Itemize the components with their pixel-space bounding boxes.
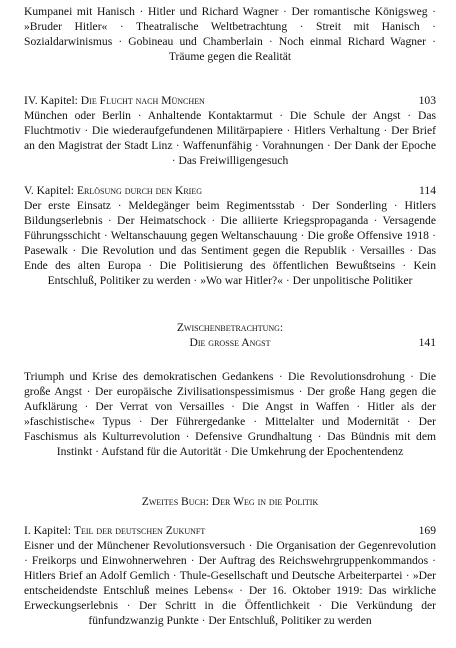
chapter-heading [24,183,436,198]
chapter-v [24,183,436,288]
chapter-i [24,523,436,628]
chapter-heading-label [24,523,205,538]
chapter-heading-label [24,183,202,198]
interlude-block [24,320,436,350]
chapter-number: IV. Kapitel: [24,94,78,107]
chapter-page-number: 114 [419,184,436,197]
chapter-title: Erlösung durch den Krieg [76,184,202,197]
chapter-number: V. Kapitel: [24,184,75,197]
interlude-topics-block [24,369,436,459]
chapter-topics: Eisner und der Münchener Revolutionsversuch · Die Organisation der Gegenrevolution · Freikorps und Einwohnerwehren · Der Auftrag des Reichswehrgruppenkommandos · Hitlers Brief an Adolf Gemlich · Thule-Gesellschaft und Deutsche Arbeiterpartei · »Der entscheidendste Entschluß meines Lebens« · Der 16. Oktober 1919: Das wirkliche Erweckungserlebnis · Der Schritt in die Öffentlichkeit · Die Verkündung der fünfundzwanzig Punkte · Der Entschluß, Politiker zu werden [24,539,436,627]
chapter-page-number: 103 [418,94,436,107]
interlude-title: Die grosse Angst [189,336,271,349]
interlude-label-row [24,320,436,335]
interlude-label: Zwischenbetrachtung: [176,321,284,334]
interlude-page-number: 141 [418,336,436,349]
chapter-heading [24,523,436,538]
chapter-topics: Der erste Einsatz · Meldegänger beim Regimentsstab · Der Sonderling · Hitlers Bildungserlebnis · Der Heimatschock · Die alliierte Kriegspropaganda · Versagende Führungsschicht · Weltanschauung gegen Weltanschauung · Die große Offensive 1918 · Pasewalk · Die Revolution und das Sentiment gegen die Republik · Versailles · Das Ende des alten Europa · Die Politisierung des öffentlichen Bewußtseins · Kein Entschluß, Politiker zu werden · »Wo war Hitler?« · Der unpolitische Politiker [24,199,436,287]
chapter-heading-label [24,93,205,108]
intro-block [24,4,436,64]
intro-topics: Kumpanei mit Hanisch · Hitler und Richard Wagner · Der romantische Königsweg · »Bruder Hitler« · Theatralische Weltbetrachtung · Streit mit Hanisch · Sozialdarwinismus · Gobineau und Chamberlain · Noch einmal Richard Wagner · Träume gegen die Realität [24,5,436,63]
chapter-number: I. Kapitel: [24,524,72,537]
book-title: Zweites Buch: Der Weg in die Politik [141,495,319,508]
interlude-topics: Triumph und Krise des demokratischen Gedankens · Die Revolutionsdrohung · Die große Angst · Der europäische Zivilisationspessimismus · Der große Hang gegen die Aufklärung · Der Verrat von Versailles · Die Angst in Waffen · Hitler als der »faschistische« Typus · Der Führergedanke · Mittelalter und Modernität · Der Faschismus als Kulturrevolution · Defensive Grundhaltung · Das Bündnis mit dem Instinkt · Aufstand für die Autorität · Die Umkehrung der Epochentendenz [24,370,436,458]
interlude-title-row [24,335,436,350]
book-heading-block [24,494,436,509]
chapter-title: Teil der deutschen Zukunft [73,524,206,537]
chapter-iv [24,93,436,168]
chapter-page-number: 169 [418,524,436,537]
chapter-title: Die Flucht nach München [80,94,205,107]
chapter-topics: München oder Berlin · Anhaltende Kontaktarmut · Die Schule der Angst · Das Fluchtmotiv · Die wiederaufgefundenen Militärpapiere · Hitlers Verhaltung · Der Brief an den Magistrat der Stadt Linz · Waffenunfähig · Vorahnungen · Der Dank der Epoche · Das Freiwilligengesuch [24,109,436,167]
chapter-heading [24,93,436,108]
